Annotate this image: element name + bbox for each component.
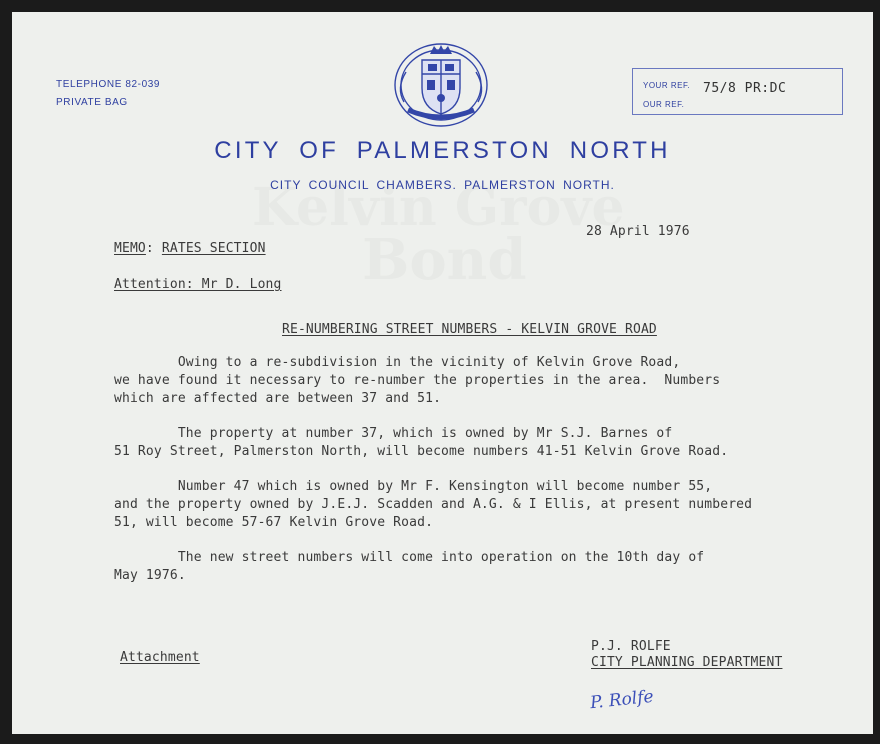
paragraph-line: May 1976. (114, 568, 186, 583)
background-watermark (362, 227, 527, 293)
reference-box (632, 68, 843, 115)
paragraph-line: Owing to a re-subdivision in the vicinity of Kelvin Grove Road, (114, 355, 681, 370)
our-ref-label: OUR REF. (643, 100, 685, 109)
letter-page (12, 12, 873, 734)
telephone-number: TELEPHONE 82-039 (56, 79, 161, 90)
paragraph-line: which are affected are between 37 and 51. (114, 391, 442, 406)
paragraph-line: and the property owned by J.E.J. Scadden and A.G. & I Ellis, at present numbered (114, 497, 753, 512)
city-address: CITY COUNCIL CHAMBERS. PALMERSTON NORTH. (270, 178, 615, 192)
letter-date: 28 April 1976 (586, 224, 690, 239)
signatory-name: P.J. ROLFE (591, 639, 671, 654)
memo-recipient: RATES SECTION (161, 241, 266, 256)
paragraph-line: we have found it necessary to re-number the properties in the area. Numbers (114, 373, 721, 388)
paragraph-line: The property at number 37, which is owned by Mr S.J. Barnes of (114, 426, 673, 441)
memo-line: MEMO: RATES SECTION (114, 241, 266, 256)
city-crest-logo (390, 40, 492, 130)
reference-value: 75/8 PR:DC (703, 81, 787, 96)
private-bag-label: PRIVATE BAG (56, 97, 128, 108)
paragraph-line: 51 Roy Street, Palmerston North, will become numbers 41-51 Kelvin Grove Road. (114, 444, 729, 459)
handwritten-signature: P. Rolfe (589, 686, 655, 714)
signatory-department: CITY PLANNING DEPARTMENT (591, 655, 783, 670)
subject-heading: RE-NUMBERING STREET NUMBERS - KELVIN GROVE ROAD (282, 322, 657, 337)
paragraph-line: Number 47 which is owned by Mr F. Kensington will become number 55, (114, 479, 713, 494)
paragraph-line: 51, will become 57-67 Kelvin Grove Road. (114, 515, 434, 530)
your-ref-label: YOUR REF. (643, 81, 691, 90)
memo-prefix: MEMO (114, 241, 146, 256)
attention-line: Attention: Mr D. Long (114, 277, 282, 292)
city-title: CITY OF PALMERSTON NORTH (214, 137, 671, 164)
attachment-label: Attachment (120, 650, 200, 665)
paragraph-line: The new street numbers will come into operation on the 10th day of (114, 550, 705, 565)
